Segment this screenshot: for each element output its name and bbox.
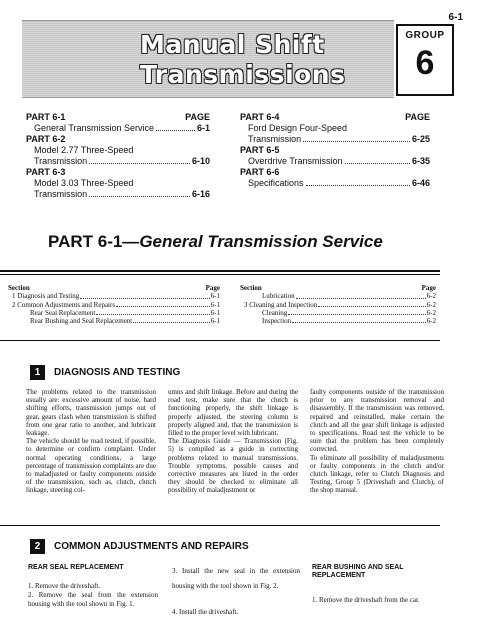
group-label: GROUP	[405, 30, 445, 41]
toc-desc: Specifications	[248, 178, 304, 188]
toc-entry[interactable]	[240, 156, 430, 167]
toc-entry[interactable]	[240, 134, 430, 145]
section-index-entry[interactable]	[240, 309, 436, 317]
section-index-text: Rear Seal Replacement	[30, 308, 96, 317]
part-heading	[48, 232, 468, 252]
section-index-page: 6-1	[210, 308, 220, 317]
toc-part: PART 6-2	[26, 134, 66, 144]
divider	[0, 274, 440, 275]
toc-desc: Ford Design Four-Speed	[248, 123, 348, 133]
toc-part: PART 6-3	[26, 167, 66, 177]
section-number-badge: 2	[30, 539, 45, 554]
toc-page: 6-16	[191, 189, 210, 199]
page-number: 6-1	[448, 12, 463, 23]
group-badge	[396, 24, 454, 96]
title-line-1: Manual Shift	[140, 30, 325, 59]
toc-desc: Model 2.77 Three-Speed	[34, 145, 134, 155]
toc-page: 6-25	[411, 134, 430, 144]
section-1-column-2: umns and shift linkage. Before and during the road test, make sure that the clutch is functioning properly, the shift linkage is properly adjusted, the steering column is properly aligned and, that the transmission is filled to the proper level with lubricant. The Diagnosis Guide — Transmission (Fig. 5) is compiled as a guide in correcting problems related to manual transmissions. Trouble symptoms, possible causes and corrective measures are listed in the order they should be checked to eliminate all possibility of maladjustment or	[168, 388, 298, 495]
section-index-page: 6-1	[210, 292, 220, 301]
toc-left-column	[26, 112, 210, 200]
section-index-text: 2 Common Adjustments and Repairs	[12, 300, 116, 309]
section-index-text: 3 Cleaning and Inspection	[244, 300, 318, 309]
toc-part: PART 6-6	[240, 167, 280, 177]
section-index-page-header: Page	[205, 284, 220, 292]
section-index-header: Section	[8, 284, 30, 292]
toc-page-header: PAGE	[185, 112, 210, 122]
section-index-page: 6-2	[426, 300, 436, 309]
rear-bushing-heading: REAR BUSHING AND SEAL REPLACEMENT	[312, 564, 404, 579]
rear-seal-step-2: 2. Remove the seal from the extension housing with the tool shown in Fig. 1.	[28, 591, 158, 608]
section-index-page: 6-2	[426, 292, 436, 301]
toc-entry[interactable]	[26, 123, 210, 134]
title-banner	[22, 20, 394, 98]
toc-entry[interactable]	[26, 189, 210, 200]
page-title	[140, 30, 380, 90]
section-index-text: Inspection	[262, 317, 292, 326]
step-4: 4. Install the driveshaft.	[172, 608, 239, 616]
section-index-right	[240, 284, 436, 325]
rear-bushing-step-1: 1. Remove the driveshaft from the car.	[312, 596, 420, 604]
toc-page: 6-46	[411, 178, 430, 188]
toc-page: 6-1	[196, 123, 210, 133]
section-1-column-1: The problems related to the transmission usually are: excessive amount of noise, hard shifting efforts, transmission jumps out of gear, gears clash when transmission is shifted from one gear ratio to another, and lubricant leakage. The vehicle should be road tested, if possible, to determine or confirm complaint. Under normal operating conditions, a large percentage of transmission complaints are due to maladjusted or faulty components outside of the transmission, such as, clutch, clutch linkage, steering col-	[26, 388, 156, 495]
section-2-header	[30, 539, 249, 554]
section-index-text: Rear Bushing and Seal Replacement	[30, 317, 133, 326]
title-line-2: Transmissions	[140, 60, 346, 89]
group-number: 6	[415, 44, 435, 82]
toc-desc: Model 3.03 Three-Speed	[34, 178, 134, 188]
section-index-left	[8, 284, 220, 325]
section-number-badge: 1	[30, 365, 45, 380]
toc-part: PART 6-1	[26, 112, 66, 122]
part-heading-prefix: PART 6-1—	[48, 232, 140, 251]
section-index-entry[interactable]	[8, 301, 220, 309]
section-index-header: Section	[240, 284, 262, 292]
section-index-page-header: Page	[421, 284, 436, 292]
toc-right-column	[240, 112, 430, 189]
section-title: DIAGNOSIS AND TESTING	[54, 367, 181, 378]
step-3: 3. Install the new seal in the extension housing with the tool shown in Fig. 2.	[172, 567, 300, 590]
toc-page-header: PAGE	[405, 112, 430, 122]
divider	[0, 270, 440, 272]
toc-desc: Transmission	[34, 156, 88, 166]
toc-part: PART 6-5	[240, 145, 280, 155]
toc-page: 6-35	[411, 156, 430, 166]
toc-desc: Transmission	[248, 134, 302, 144]
section-index-text: Lubrication	[262, 292, 295, 301]
section-index-entry[interactable]	[240, 301, 436, 309]
section-index-page: 6-1	[210, 300, 220, 309]
section-1-header	[30, 365, 180, 380]
toc-entry[interactable]	[26, 156, 210, 167]
section-index-page: 6-2	[426, 317, 436, 326]
rear-seal-step-1: 1. Remove the driveshaft.	[28, 582, 101, 590]
section-index-entry[interactable]	[240, 317, 436, 325]
divider	[0, 525, 440, 526]
toc-desc: General Transmission Service	[34, 123, 155, 133]
rear-seal-heading: REAR SEAL REPLACEMENT	[28, 564, 124, 571]
section-index-page: 6-1	[210, 317, 220, 326]
toc-entry[interactable]	[240, 178, 430, 189]
section-index-entry[interactable]	[240, 292, 436, 300]
toc-page: 6-10	[191, 156, 210, 166]
toc-desc: Transmission	[34, 189, 88, 199]
section-index-text: 1 Diagnosis and Testing	[12, 292, 80, 301]
toc-desc: Overdrive Transmission	[248, 156, 343, 166]
divider	[0, 340, 440, 341]
section-index-entry[interactable]	[8, 309, 220, 317]
section-index-entry[interactable]	[8, 317, 220, 325]
section-index-text: Cleaning	[262, 308, 288, 317]
section-1-column-3: faulty components outside of the transmission prior to any transmission removal and disassembly. If the transmission was removed, repaired and reinstalled, make certain the clutch and all the gear shift linkage is adjusted to specifications. Road test the vehicle to be sure that the problem has been completely corrected. To eliminate all possibility of maladjustments or faulty components in the clutch and/or clutch linkage, refer to Clutch Diagnosis and Testing, Group 5 (Driveshaft and Clutch), of the shop manual.	[310, 388, 444, 495]
part-heading-title: General Transmission Service	[139, 232, 383, 251]
section-index-page: 6-2	[426, 308, 436, 317]
toc-part: PART 6-4	[240, 112, 280, 122]
section-index-entry[interactable]	[8, 292, 220, 300]
section-title: COMMON ADJUSTMENTS AND REPAIRS	[54, 541, 249, 552]
